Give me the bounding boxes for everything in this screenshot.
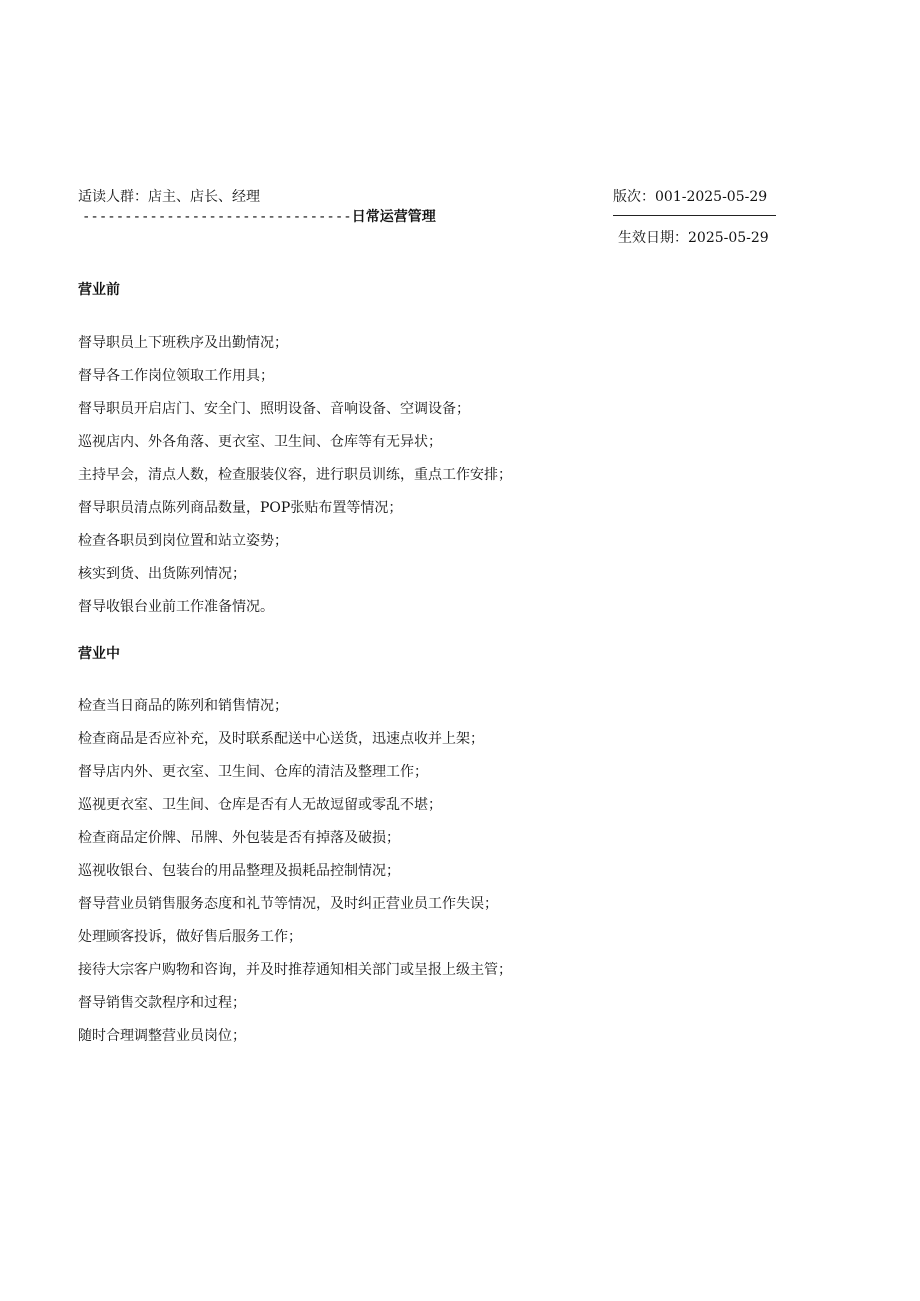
before-business-list <box>78 334 512 631</box>
list-item: 检查商品是否应补充，及时联系配送中心送货，迅速点收并上架； <box>78 731 484 747</box>
document-title: 日常运营管理 <box>351 209 436 225</box>
list-item: 巡视更衣室、卫生间、仓库是否有人无故逗留或零乱不堪； <box>78 797 442 813</box>
list-item: 检查当日商品的陈列和销售情况； <box>78 698 288 714</box>
list-item: 督导各工作岗位领取工作用具； <box>78 368 274 384</box>
list-item: 督导职员开启店门、安全门、照明设备、音响设备、空调设备； <box>78 401 470 417</box>
during-business-list <box>78 697 512 1060</box>
list-item: 检查各职员到岗位置和站立姿势； <box>78 533 288 549</box>
version-line: 版次：001-2025-05-29 <box>613 189 768 205</box>
list-item: 处理顾客投诉，做好售后服务工作； <box>78 929 302 945</box>
list-item: 督导店内外、更衣室、卫生间、仓库的清洁及整理工作； <box>78 764 428 780</box>
list-item: 督导收银台业前工作准备情况。 <box>78 599 274 615</box>
list-item: 督导职员清点陈列商品数量，POP张贴布置等情况； <box>78 500 403 516</box>
title-dashes: -------------------------------- <box>82 209 352 225</box>
list-item: 核实到货、出货陈列情况； <box>78 566 246 582</box>
audience-line: 适读人群：店主、店长、经理 <box>78 189 260 205</box>
effective-date: 生效日期：2025-05-29 <box>618 230 769 246</box>
section-title-before-business: 营业前 <box>78 282 120 298</box>
list-item: 主持早会，清点人数，检查服装仪容，进行职员训练，重点工作安排； <box>78 467 512 483</box>
list-item: 督导销售交款程序和过程； <box>78 995 246 1011</box>
list-item: 督导营业员销售服务态度和礼节等情况，及时纠正营业员工作失误； <box>78 896 498 912</box>
list-item: 巡视收银台、包装台的用品整理及损耗品控制情况； <box>78 863 400 879</box>
section-title-during-business: 营业中 <box>78 646 120 662</box>
list-item: 随时合理调整营业员岗位； <box>78 1028 246 1044</box>
list-item: 巡视店内、外各角落、更衣室、卫生间、仓库等有无异状； <box>78 434 442 450</box>
list-item: 督导职员上下班秩序及出勤情况； <box>78 335 288 351</box>
document-title-line <box>82 208 436 226</box>
list-item: 接待大宗客户购物和咨询，并及时推荐通知相关部门或呈报上级主管； <box>78 962 512 978</box>
list-item: 检查商品定价牌、吊牌、外包装是否有掉落及破损； <box>78 830 400 846</box>
version-rule <box>613 215 776 216</box>
